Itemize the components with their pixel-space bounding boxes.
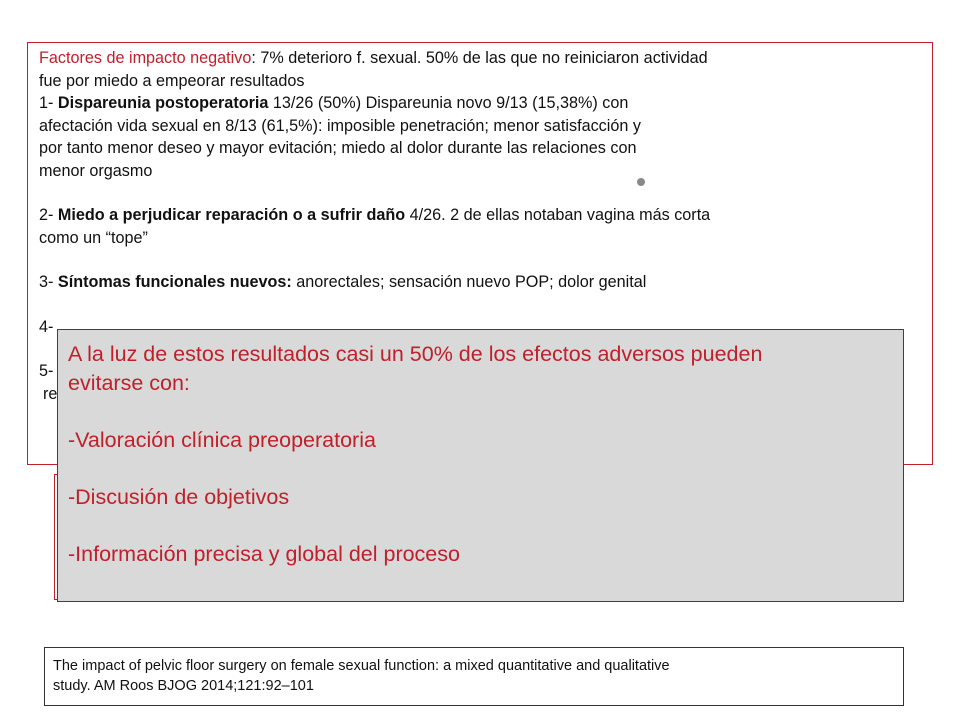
conclusion-item-3: -Información precisa y global del proceso xyxy=(68,542,460,566)
reference-box xyxy=(44,647,904,706)
item-1: 1- Dispareunia postoperatoria 13/26 (50%) Dispareunia novo 9/13 (15,38%) con xyxy=(39,94,629,112)
conclusion-intro-2: evitarse con: xyxy=(68,371,190,395)
reference-line-1: The impact of pelvic floor surgery on female sexual function: a mixed quantitative and qualitative xyxy=(53,658,670,674)
intro-line: Factores de impacto negativo: 7% deterioro f. sexual. 50% de las que no reiniciaron actividad xyxy=(39,49,708,67)
reference-line-2: study. AM Roos BJOG 2014;121:92–101 xyxy=(53,678,314,694)
negative-factors-label: Factores de impacto negativo xyxy=(39,49,252,67)
intro-line-2: fue por miedo a empeorar resultados xyxy=(39,71,305,90)
conclusion-overlay-box xyxy=(57,329,904,602)
conclusion-item-2: -Discusión de objetivos xyxy=(68,485,290,509)
results-text-box: Factores de impacto negativo: 7% deterioro f. sexual. 50% de las que no reiniciaron actividad fue por miedo a empeorar resultados 1- Dispareunia postoperatoria 13/26 (50%) Dispareunia novo 9/13 (15,38%) con afectación vida sexual en 8/13 (61,5%): imposible penetración; menor satisfacción y por tanto menor deseo y mayor evitación; miedo al dolor durante las relaciones con menor orgasmo 2- Miedo a perjudicar reparación o a sufrir daño 4/26. 2 de ellas notaban vagina más corta como un “tope” 3- Síntomas funcionales nuevos: anorectales; sensación nuevo POP; dolor genital 4- 5- re xyxy=(27,42,933,465)
bullet-dot xyxy=(637,178,645,186)
item-5-partial: 5- xyxy=(39,362,54,380)
conclusion-intro: A la luz de estos resultados casi un 50% de los efectos adversos pueden xyxy=(68,342,763,366)
item-5-line2-partial: re xyxy=(43,384,58,403)
item-3: 3- Síntomas funcionales nuevos: anorectales; sensación nuevo POP; dolor genital xyxy=(39,273,647,291)
item-4-partial: 4- xyxy=(39,317,54,336)
conclusion-item-1: -Valoración clínica preoperatoria xyxy=(68,428,376,452)
item-2: 2- Miedo a perjudicar reparación o a sufrir daño 4/26. 2 de ellas notaban vagina más corta xyxy=(39,206,711,224)
